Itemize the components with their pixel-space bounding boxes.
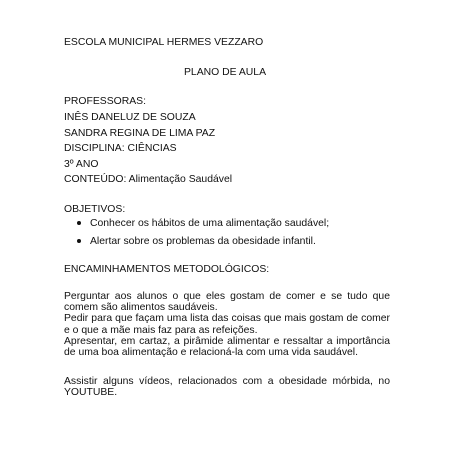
objectives-list xyxy=(74,217,329,253)
grade-line: 3º ANO xyxy=(64,159,99,170)
teachers-label: PROFESSORAS: xyxy=(64,96,146,107)
bullet-icon xyxy=(77,221,81,225)
method-paragraph-final: Assistir alguns vídeos, relacionados com a obesidade mórbida, no YOUTUBE. xyxy=(64,376,390,399)
objectives-label: OBJETIVOS: xyxy=(64,204,126,215)
teacher-name: SANDRA REGINA DE LIMA PAZ xyxy=(64,128,216,139)
method-paragraph: Apresentar, em cartaz, a pirâmide alimentar e ressaltar a importância de uma boa alimentação e relacioná-la com uma vida saudável. xyxy=(64,335,390,359)
objective-text: Alertar sobre os problemas da obesidade infantil. xyxy=(90,236,316,247)
content-line: CONTEÚDO: Alimentação Saudável xyxy=(64,174,233,185)
list-item xyxy=(74,235,329,253)
list-item xyxy=(74,217,329,235)
teacher-name: INÊS DANELUZ DE SOUZA xyxy=(64,112,196,123)
school-name: ESCOLA MUNICIPAL HERMES VEZZARO xyxy=(64,37,264,48)
methods-label: ENCAMINHAMENTOS METODOLÓGICOS: xyxy=(64,264,270,275)
document-title: PLANO DE AULA xyxy=(184,67,267,78)
objective-text: Conhecer os hábitos de uma alimentação saudável; xyxy=(90,218,330,229)
method-paragraph: Pedir para que façam uma lista das coisas que mais gostam de comer e o que a mãe mais faz para as refeições. xyxy=(64,313,390,336)
bullet-icon xyxy=(77,239,81,243)
method-paragraph: Perguntar aos alunos o que eles gostam de comer e se tudo que comem são alimentos saudáveis. xyxy=(64,291,390,314)
methods-paragraphs xyxy=(64,291,390,358)
discipline-line: DISCIPLINA: CIÊNCIAS xyxy=(64,143,177,154)
